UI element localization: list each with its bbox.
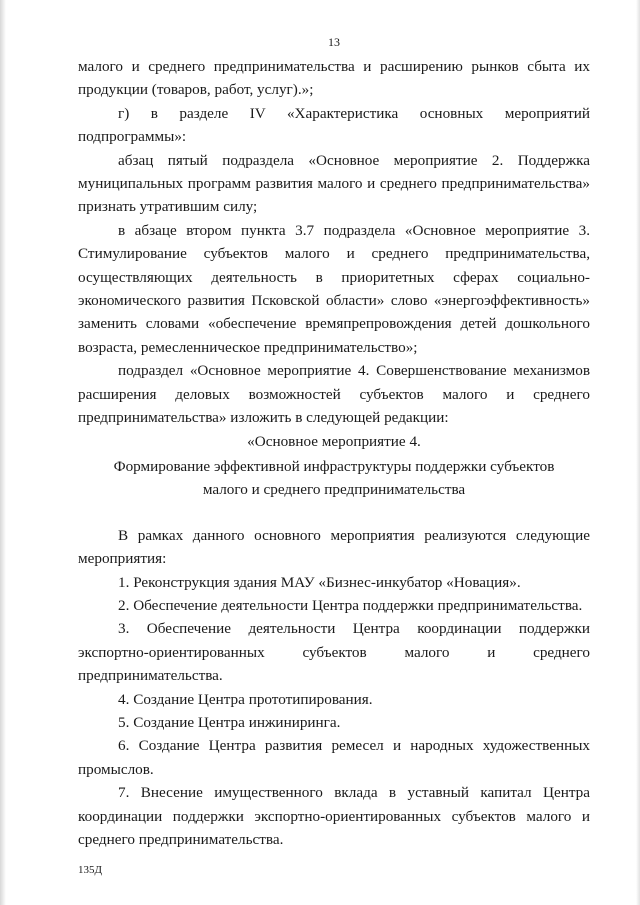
scan-shadow-left bbox=[0, 0, 6, 905]
scan-shadow-right bbox=[636, 0, 640, 905]
list-item: 5. Создание Центра инжиниринга. bbox=[118, 713, 341, 731]
paragraph: г) в разделе IV «Характеристика основных мероприятий подпрограммы»: bbox=[78, 104, 590, 146]
heading-line: «Основное мероприятие 4. bbox=[247, 432, 421, 450]
measures-list bbox=[78, 571, 590, 852]
paragraph: в абзаце втором пункта 3.7 подраздела «Основное мероприятие 3. Стимулирование субъектов малого и среднего предпринимательства, осуществляющих деятельность в приоритетных сферах социально-экономического развития Псковской области» слово «энергоэффективность» заменить словами «обеспечение времяпрепровождения детей дошкольного возраста, ремесленническое предпринимательство»; bbox=[78, 221, 590, 356]
list-item: 3. Обеспечение деятельности Центра координации поддержки экспортно-ориентированных субъектов малого и среднего предпринимательства. bbox=[78, 620, 590, 685]
list-item: 4. Создание Центра прототипирования. bbox=[118, 690, 373, 708]
heading-line: малого и среднего предпринимательства bbox=[202, 481, 466, 499]
document-page bbox=[78, 34, 590, 877]
footer-code: 135Д bbox=[78, 864, 103, 877]
intro-paragraph: В рамках данного основного мероприятия реализуются следующие мероприятия: bbox=[78, 526, 590, 568]
heading-line: Формирование эффективной инфраструктуры поддержки субъектов bbox=[113, 457, 555, 475]
section-heading bbox=[78, 430, 590, 502]
list-item: 7. Внесение имущественного вклада в уставный капитал Центра координации поддержки экспортно-ориентированных субъектов малого и среднего предпринимательства. bbox=[78, 784, 590, 848]
spacer bbox=[78, 502, 590, 524]
list-item: 6. Создание Центра развития ремесел и народных художественных промыслов. bbox=[78, 737, 590, 778]
paragraph: малого и среднего предпринимательства и расширению рынков сбыта их продукции (товаров, работ, услуг).»; bbox=[78, 58, 590, 99]
paragraph: абзац пятый подраздела «Основное мероприятие 2. Поддержка муниципальных программ развития малого и среднего предпринимательства» признать утратившим силу; bbox=[78, 151, 590, 216]
list-item: 1. Реконструкция здания МАУ «Бизнес-инкубатор «Новация». bbox=[118, 573, 521, 591]
page-number: 13 bbox=[328, 35, 340, 49]
list-item: 2. Обеспечение деятельности Центра поддержки предпринимательства. bbox=[118, 596, 583, 614]
paragraph: подраздел «Основное мероприятие 4. Совершенствование механизмов расширения деловых возможностей субъектов малого и среднего предпринимательства» изложить в следующей редакции: bbox=[78, 362, 590, 427]
